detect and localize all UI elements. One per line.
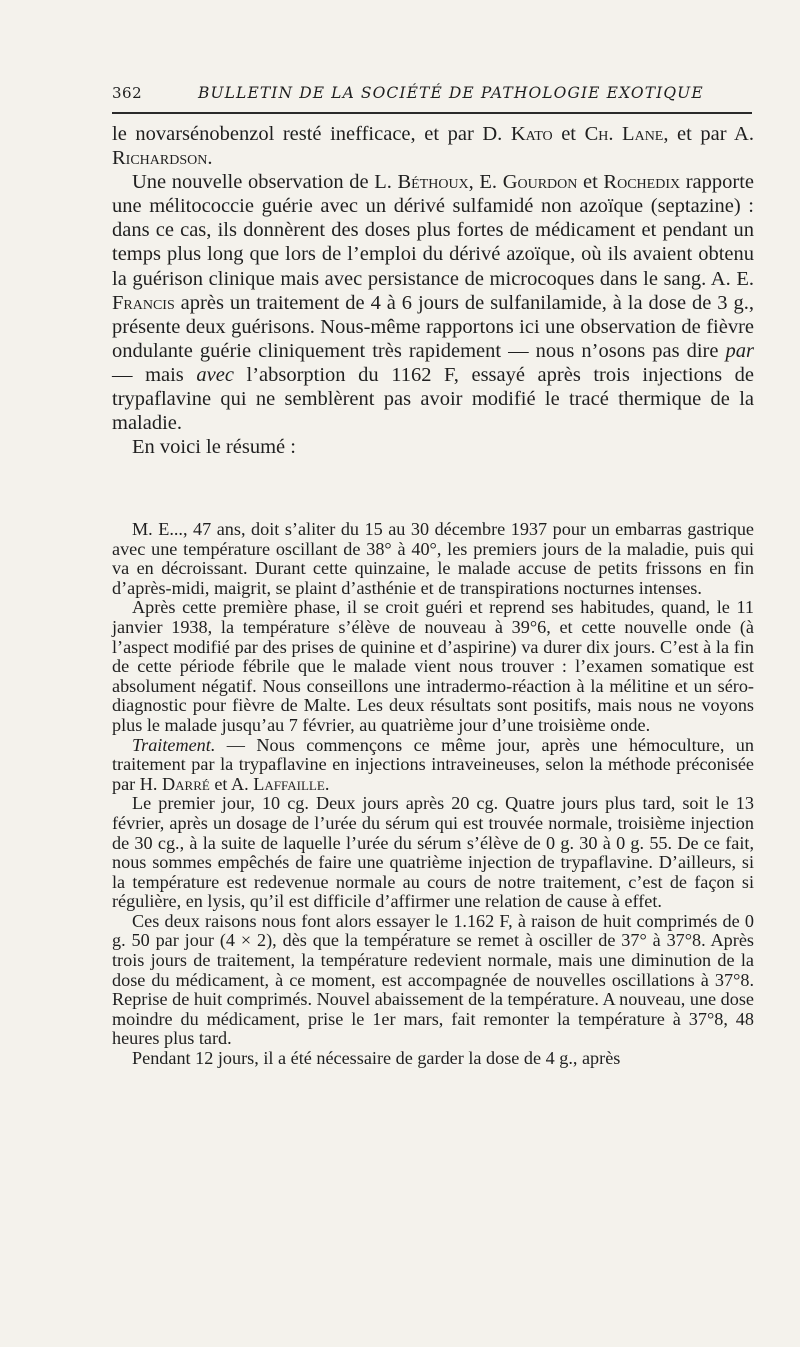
observation-para-2: Après cette première phase, il se croit guéri et reprend ses habitudes, quand, le 11 janvier 1938, la température s’élève de nouveau à 39°6, et cette nouvelle onde (à l’aspect modifié par des prises de quinine et d’aspirine) va durer dix jours. C’est à la fin de cette période fébrile que le malade vient nous trouver : l’examen somatique est absolument négatif. Nous conseillons une intradermo-réaction à la mélitine et un séro-diagnostic pour fièvre de Malte. Les deux résultats sont positifs, mais nous ne voyons plus le malade jusqu’au 7 février, au quatrième jour d’une troisième onde. xyxy=(112,597,754,735)
observation-para-4: Le premier jour, 10 cg. Deux jours après 20 cg. Quatre jours plus tard, soit le 13 février, après un dosage de l’urée du sérum qui est trouvée normale, troisième injection de 30 cg., à la suite de laquelle l’urée du sérum s’élève de 0 g. 30 à 0 g. 55. De ce fait, nous sommes empêchés de faire une quatrième injection de trypaflavine. D’ailleurs, si la température est redevenue normale au cours de notre traitement, c’est de façon si régulière, en lysis, qu’il est difficile d’affirmer une relation de cause à effet. xyxy=(112,793,754,912)
page-header xyxy=(112,80,752,110)
paragraph-2: Une nouvelle observation de L. Béthoux, E. Gourdon et Rochedix rapporte une mélitococcie guérie avec un dérivé sulfamidé non azoïque (septazine) : dans ce cas, ils donnèrent des doses plus fortes de médicament et pendant un temps plus long que lors de l’emploi du dérivé azoïque, où ils avaient obtenu la guérison clinique mais avec persistance de microcoques dans le sang. A. E. Francis après un traitement de 4 à 6 jours de sulfanilamide, à la dose de 3 g., présente deux guérisons. Nous-même rapportons ici une observation de fièvre ondulante guérie cliniquement très rapidement — nous n’osons pas dire par — mais avec l’absorption du 1162 F, essayé après trois injections de trypaflavine qui ne semblèrent pas avoir modifié le tracé thermique de la maladie. xyxy=(112,171,755,435)
observation-para-6: Pendant 12 jours, il a été nécessaire de garder la dose de 4 g., après xyxy=(132,1048,621,1069)
main-text xyxy=(112,122,754,459)
header-rule xyxy=(112,112,752,114)
paragraph-1: le novarsénobenzol resté inefficace, et par D. Kato et Ch. Lane, et par A. Richardson. xyxy=(112,123,754,170)
page-number: 362 xyxy=(112,84,143,102)
case-observation xyxy=(112,520,754,1069)
running-title: BULLETIN DE LA SOCIÉTÉ DE PATHOLOGIE EXOTIQUE xyxy=(198,84,704,102)
observation-para-1: M. E..., 47 ans, doit s’aliter du 15 au 30 décembre 1937 pour un embarras gastrique avec une température oscillant de 38° à 40°, les premiers jours de la maladie, puis qui va en décroissant. Durant cette quinzaine, le malade accuse de petits frissons en fin d’après-midi, maigrit, se plaint d’asthénie et de transpirations nocturnes intenses. xyxy=(112,519,754,598)
paragraph-3: En voici le résumé : xyxy=(132,436,296,459)
observation-para-3: Traitement. — Nous commençons ce même jour, après une hémoculture, un traitement par la trypaflavine en injections intraveineuses, selon la méthode préconisée par H. Darré et A. Laffaille. xyxy=(112,734,754,794)
observation-para-5: Ces deux raisons nous font alors essayer le 1.162 F, à raison de huit comprimés de 0 g. 50 par jour (4 × 2), dès que la température se remet à osciller de 37° à 37°8. Après trois jours de traitement, la température redevient normale, mais une diminution de la dose du médicament, à ce moment, est accompagnée de nouvelles oscillations à 37°8. Reprise de huit comprimés. Nouvel abaissement de la température. A nouveau, une dose moindre du médicament, prise le 1er mars, fait remonter la température à 37°8, 48 heures plus tard. xyxy=(112,910,754,1049)
